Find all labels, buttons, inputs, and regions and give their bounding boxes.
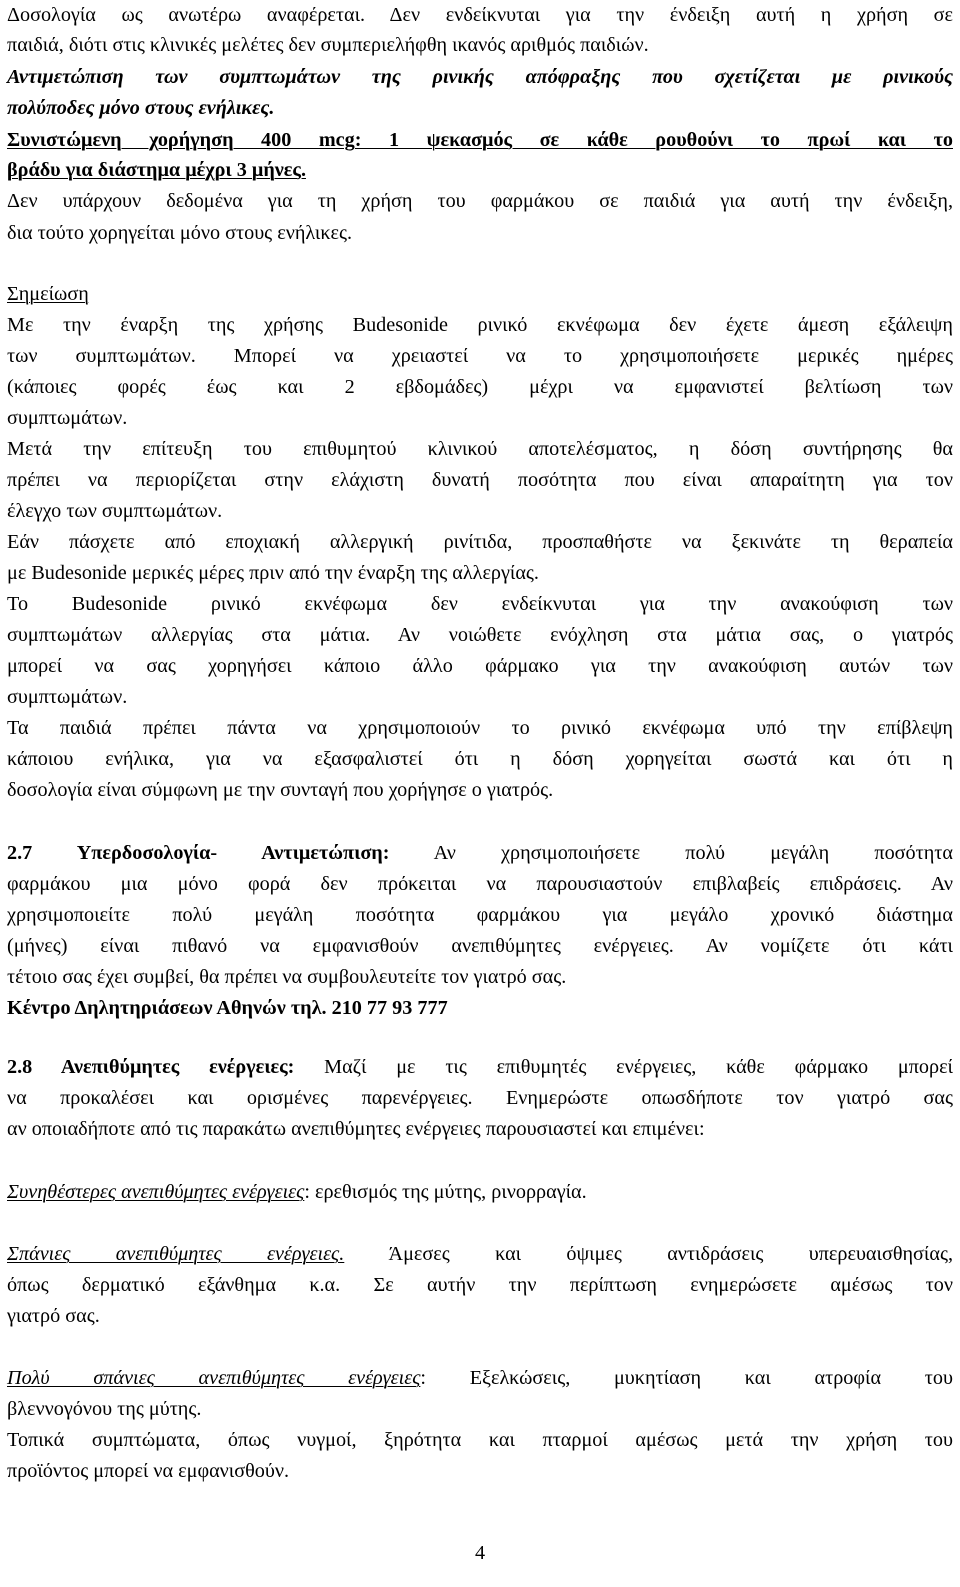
intro-line-2: παιδιά, διότι στις κλινικές μελέτες δεν συμπεριελήφθη ικανός αριθμός παιδιών. [7,34,649,56]
polyps-dose-line-1: Συνιστώμενη χορήγηση 400 mcg: 1 ψεκασμός σε κάθε ρουθούνι το πρωί και το [7,129,953,151]
local-symptoms-line-2: προϊόντος μπορεί να εμφανισθούν. [7,1460,290,1482]
polyps-note-line-2: δια τούτο χορηγείται μόνο στους ενήλικες. [7,222,353,244]
overdose-line-5: τέτοιο σας έχει συμβεί, θα πρέπει να συμβουλευτείτε τον γιατρό σας. [7,966,567,988]
polyps-heading-line-2: πολύποδες μόνο στους ενήλικες. [7,97,275,119]
intro-line-1: Δοσολογία ως ανωτέρω αναφέρεται. Δεν ενδείκνυται για την ένδειξη αυτή η χρήση σε [7,4,953,26]
remark-title: Σημείωση [7,283,89,305]
remark-p2-line-1: Μετά την επίτευξη του επιθυμητού κλινικού αποτελέσματος, η δόση συντήρησης θα [7,438,953,460]
remark-p1-line-2: των συμπτωμάτων. Μπορεί να χρειαστεί να το χρησιμοποιήσετε μερικές ημέρες [7,345,953,367]
polyps-heading-line-1: Αντιμετώπιση των συμπτωμάτων της ρινικής απόφραξης που σχετίζεται με ρινικούς [7,66,953,88]
overdose-line-1 [7,838,953,868]
overdose-title: 2.7 Υπερδοσολογία- Αντιμετώπιση: [7,842,390,864]
page-number: 4 [474,1542,486,1564]
adverse-line-2: να προκαλέσει και ορισμένες παρενέργειες. Ενημερώστε οπωσδήποτε τον γιατρό σας [7,1087,953,1109]
remark-p5-line-2: κάποιου ενήλικα, για να εξασφαλιστεί ότι η δόση χορηγείται σωστά και ότι η [7,748,953,770]
remark-p4-line-1: Το Budesonide ρινικό εκνέφωμα δεν ενδείκνυται για την ανακούφιση των [7,593,953,615]
remark-p4-line-4: συμπτωμάτων. [7,686,128,708]
overdose-line-1-text: Αν χρησιμοποιήσετε πολύ μεγάλη ποσότητα [433,842,954,864]
rare-effects-line-1 [7,1239,953,1269]
remark-p1-line-4: συμπτωμάτων. [7,407,128,429]
remark-p2-line-3: έλεγχο των συμπτωμάτων. [7,500,223,522]
common-effects-line [7,1177,953,1207]
polyps-note-line-1: Δεν υπάρχουν δεδομένα για τη χρήση του φαρμάκου σε παιδιά για αυτή την ένδειξη, [7,190,953,212]
remark-p5-line-1: Τα παιδιά πρέπει πάντα να χρησιμοποιούν το ρινικό εκνέφωμα υπό την επίβλεψη [7,717,953,739]
polyps-dose-line-2: βράδυ για διάστημα μέχρι 3 μήνες. [7,159,306,181]
remark-p3-line-1: Εάν πάσχετε από εποχιακή αλλεργική ρινίτιδα, προσπαθήστε να ξεκινάτε τη θεραπεία [7,531,953,553]
overdose-line-2: φαρμάκου μια μόνο φορά δεν πρόκειται να παρουσιαστούν επιβλαβείς επιδράσεις. Αν [7,873,953,895]
rare-effects-line-2: όπως δερματικό εξάνθημα κ.α. Σε αυτήν την περίπτωση ενημερώσετε αμέσως τον [7,1274,953,1296]
adverse-line-1 [7,1052,953,1082]
remark-p3-line-2: με Budesonide μερικές μέρες πριν από την έναρξη της αλλεργίας. [7,562,539,584]
remark-p4-line-2: συμπτωμάτων αλλεργίας στα μάτια. Αν νοιώθετε ενόχληση στα μάτια σας, ο γιατρός [7,624,953,646]
overdose-line-4: (μήνες) είναι πιθανό να εμφανισθούν ανεπιθύμητες ενέργειες. Αν νομίζετε ότι κάτι [7,935,953,957]
very-rare-effects-line-2: βλεννογόνου της μύτης. [7,1398,202,1420]
rare-effects-line-3: γιατρό σας. [7,1305,100,1327]
very-rare-effects-line-1 [7,1363,953,1393]
adverse-title: 2.8 Ανεπιθύμητες ενέργειες: [7,1056,295,1078]
very-rare-effects-line-1-text: : Εξελκώσεις, μυκητίαση και ατροφία του [420,1367,953,1389]
remark-p1-line-3: (κάποιες φορές έως και 2 εβδομάδες) μέχρι να εμφανιστεί βελτίωση των [7,376,953,398]
adverse-line-1-text: Μαζί με τις επιθυμητές ενέργειες, κάθε φάρμακο μπορεί [324,1056,953,1078]
rare-effects-label: Σπάνιες ανεπιθύμητες ενέργειες. [7,1243,345,1265]
very-rare-effects-label: Πολύ σπάνιες ανεπιθύμητες ενέργειες [7,1367,421,1389]
overdose-line-3: χρησιμοποιείτε πολύ μεγάλη ποσότητα φαρμάκου για μεγάλο χρονικό διάστημα [7,904,953,926]
adverse-line-3: αν οποιαδήποτε από τις παρακάτω ανεπιθύμητες ενέργειες παρουσιαστεί και επιμένει: [7,1118,705,1140]
remark-p5-line-3: δοσολογία είναι σύμφωνη με την συνταγή που χορήγησε ο γιατρός. [7,779,554,801]
common-effects-text: : ερεθισμός της μύτης, ρινορραγία. [304,1181,587,1203]
remark-p4-line-3: μπορεί να σας χορηγήσει κάποιο άλλο φάρμακο για την ανακούφιση αυτών των [7,655,953,677]
local-symptoms-line-1: Τοπικά συμπτώματα, όπως νυγμοί, ξηρότητα και πταρμοί αμέσως μετά την χρήση του [7,1429,953,1451]
remark-p1-line-1: Με την έναρξη της χρήσης Budesonide ρινικό εκνέφωμα δεν έχετε άμεση εξάλειψη [7,314,953,336]
rare-effects-line-1-text: Άμεσες και όψιμες αντιδράσεις υπερευαισθησίας, [388,1243,953,1265]
remark-p2-line-2: πρέπει να περιορίζεται στην ελάχιστη δυνατή ποσότητα που είναι απαραίτητη για τον [7,469,953,491]
common-effects-label: Συνηθέστερες ανεπιθύμητες ενέργειες [7,1181,305,1203]
poison-center: Κέντρο Δηλητηριάσεων Αθηνών τηλ. 210 77 93 777 [7,997,448,1019]
